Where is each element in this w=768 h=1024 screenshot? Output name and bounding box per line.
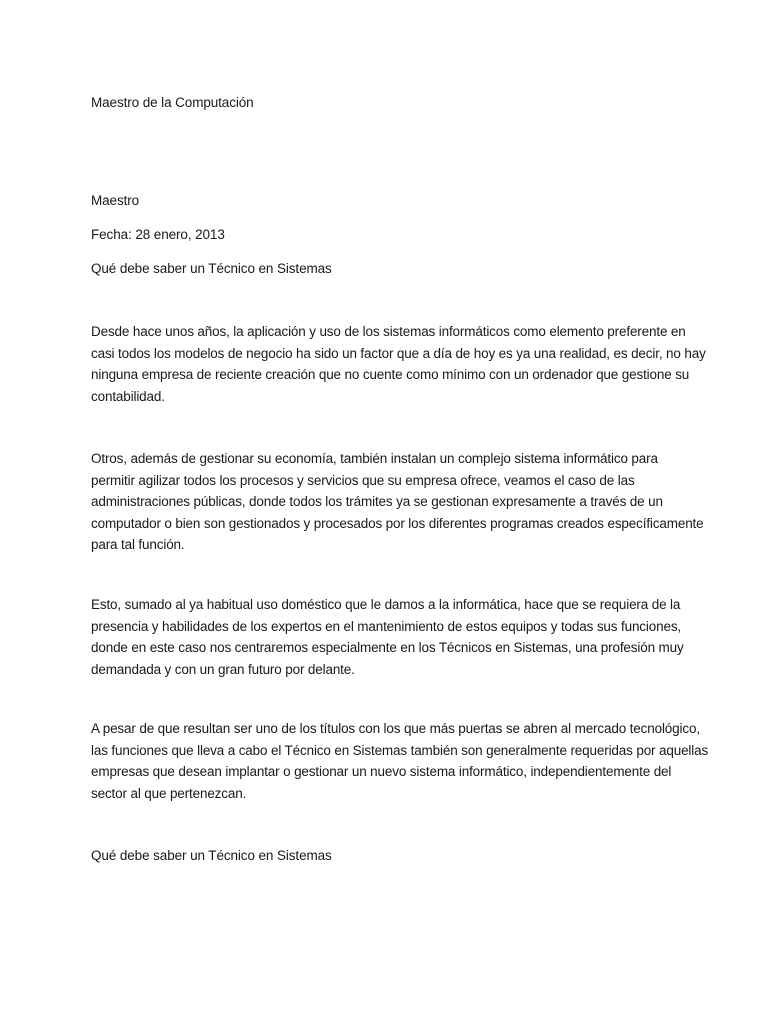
paragraph-1 (91, 321, 706, 407)
document-subtitle: Qué debe saber un Técnico en Sistemas (91, 261, 332, 276)
paragraph-line: ninguna empresa de reciente creación que no cuente como mínimo con un ordenador que gestione su (91, 367, 690, 382)
paragraph-line: Otros, además de gestionar su economía, también instalan un complejo sistema informático para (91, 451, 658, 466)
paragraph-line: permitir agilizar todos los procesos y servicios que su empresa ofrece, veamos el caso de las (91, 472, 635, 488)
paragraph-line: demandada y con un gran futuro por delante. (91, 661, 355, 677)
paragraph-line: Esto, sumado al ya habitual uso doméstico que le damos a la informática, hace que se requiera de la (91, 597, 681, 612)
paragraph-line: Desde hace unos años, la aplicación y uso de los sistemas informáticos como elemento preferente en (91, 324, 686, 339)
paragraph-line: computador o bien son gestionados y procesados por los diferentes programas creados específicamente (91, 515, 704, 531)
date-line: Fecha: 28 enero, 2013 (91, 227, 225, 242)
paragraph-2 (91, 448, 704, 556)
footer-heading: Qué debe saber un Técnico en Sistemas (91, 848, 332, 863)
paragraph-line: presencia y habilidades de los expertos en el mantenimiento de estos equipos y todas sus funciones, (91, 618, 682, 634)
paragraph-line: contabilidad. (91, 388, 165, 404)
document-heading: Maestro de la Computación (91, 95, 254, 110)
paragraph-line: las funciones que lleva a cabo el Técnico en Sistemas también son generalmente requeridas por aquellas (91, 742, 709, 758)
paragraph-line: administraciones públicas, donde todos los trámites ya se gestionan expresamente a través de un (91, 494, 663, 509)
paragraph-line: empresas que desean implantar o gestionar un nuevo sistema informático, independientemente del (91, 764, 672, 779)
paragraph-3 (91, 594, 691, 680)
author-line: Maestro (91, 193, 140, 208)
paragraph-4 (91, 718, 709, 804)
paragraph-line: sector al que pertenezcan. (91, 785, 247, 801)
paragraph-line: para tal función. (91, 537, 185, 552)
paragraph-line: donde en este caso nos centraremos especialmente en los Técnicos en Sistemas, una profesión muy (91, 640, 684, 655)
paragraph-line: casi todos los modelos de negocio ha sido un factor que a día de hoy es ya una realidad, es decir, no hay (91, 345, 706, 361)
paragraph-line: A pesar de que resultan ser uno de los títulos con los que más puertas se abren al mercado tecnológico, (91, 721, 700, 736)
